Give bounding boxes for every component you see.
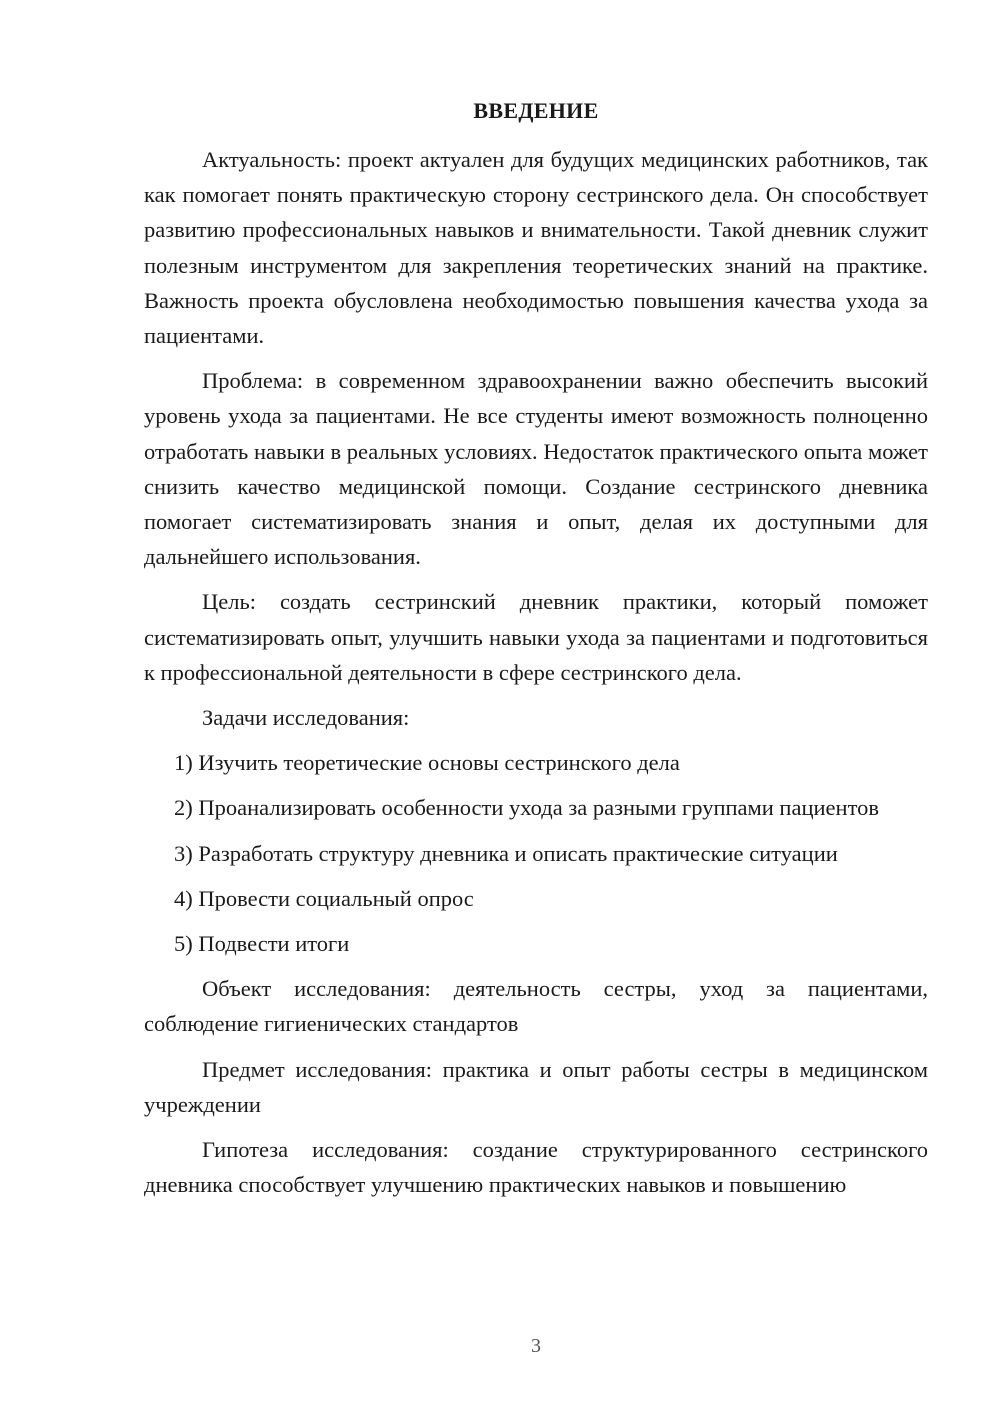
problem-paragraph: Проблема: в современном здравоохранении важно обеспечить высокий уровень ухода за пациентами. Не все студенты имеют возможность полноценно отработать навыки в реальных условиях. Недостаток практического опыта может снизить качество медицинской помощи. Создание сестринского дневника помогает систематизировать знания и опыт, делая их доступными для дальнейшего использования.: [144, 368, 928, 570]
research-subject-paragraph: Предмет исследования: практика и опыт работы сестры в медицинском учреждении: [144, 1056, 928, 1117]
research-object-paragraph: Объект исследования: деятельность сестры, уход за пациентами, соблюдение гигиенических стандартов: [144, 976, 928, 1037]
document-page: [144, 0, 928, 1414]
page-title: ВВЕДЕНИЕ: [473, 98, 599, 123]
task-item-3: 3) Разработать структуру дневника и описать практические ситуации: [174, 840, 838, 866]
task-item-4: 4) Провести социальный опрос: [174, 885, 474, 911]
task-item-5: 5) Подвести итоги: [174, 931, 350, 957]
document-body: [144, 142, 928, 1202]
hypothesis-paragraph: Гипотеза исследования: создание структурированного сестринского дневника способствует улучшению практических навыков и повышению: [144, 1137, 928, 1198]
tasks-heading: Задачи исследования:: [202, 705, 410, 731]
task-item-1: 1) Изучить теоретические основы сестринского дела: [174, 750, 680, 776]
relevance-paragraph: Актуальность: проект актуален для будущих медицинских работников, так как помогает понять практическую сторону сестринского дела. Он способствует развитию профессиональных навыков и внимательности. Такой дневник служит полезным инструментом для закрепления теоретических знаний на практике. Важность проекта обусловлена необходимостью повышения качества ухода за пациентами.: [144, 147, 928, 349]
page-number: 3: [531, 1335, 541, 1357]
goal-paragraph: Цель: создать сестринский дневник практики, который поможет систематизировать опыт, улучшить навыки ухода за пациентами и подготовиться к профессиональной деятельности в сфере сестринского дела.: [144, 589, 928, 685]
task-item-2: 2) Проанализировать особенности ухода за разными группами пациентов: [174, 795, 879, 821]
